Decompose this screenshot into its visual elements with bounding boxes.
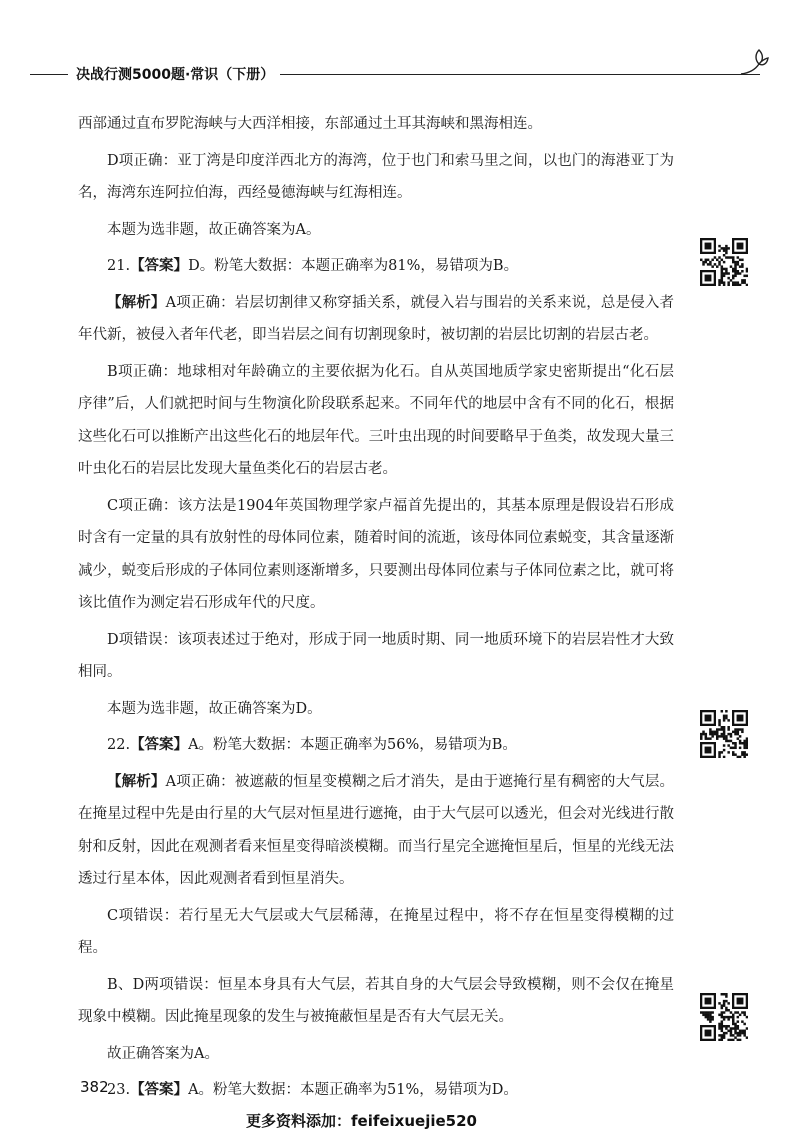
paragraph: 西部通过直布罗陀海峡与大西洋相接，东部通过土耳其海峡和黑海相连。 [78, 116, 542, 132]
paragraph: B、D两项错误：恒星本身具有大气层，若其自身的大气层会导致模糊，则不会仅在掩星现象中模糊。因此掩星现象的发生与被掩蔽恒星是否有大气层无关。 [78, 976, 674, 1025]
answer-line-23: 23.【答案】A。粉笔大数据：本题正确率为51%，易错项为D。 [107, 1082, 518, 1098]
sprout-icon [735, 46, 769, 80]
header-title: 决战行测5000题·常识（下册） [76, 67, 275, 83]
paragraph: 本题为选非题，故正确答案为A。 [107, 221, 321, 238]
paragraph: D项错误：该项表述过于绝对，形成于同一地质时期、同一地质环境下的岩层岩性才大致相同。 [78, 631, 674, 680]
analysis-21: 【解析】A项正确：岩层切割律又称穿插关系，就侵入岩与围岩的关系来说，总是侵入者年代新，被侵入者年代老，即当岩层之间有切割现象时，被切割的岩层比切割的岩层古老。 [78, 294, 675, 343]
qr-code-icon[interactable] [700, 710, 748, 758]
paragraph: C项错误：若行星无大气层或大气层稀薄，在掩星过程中，将不存在恒星变得模糊的过程。 [78, 907, 674, 956]
paragraph: B项正确：地球相对年龄确立的主要依据为化石。自从英国地质学家史密斯提出“化石层序律”后，人们就把时间与生物演化阶段联系起来。不同年代的地层中含有不同的化石，根据这些化石可以推断产出这些化石的地层年代。三叶虫出现的时间要略早于鱼类，故发现大量三叶虫化石的岩层比发现大量鱼类化石的岩层古老。 [78, 363, 674, 477]
header-rule-left [30, 74, 68, 75]
analysis-22: 【解析】A项正确：被遮蔽的恒星变模糊之后才消失，是由于遮掩行星有稠密的大气层。在掩星过程中先是由行星的大气层对恒星进行遮掩，由于大气层可以透光，但会对光线进行散射和反射，因此在观测者看来恒星变得暗淡模糊。而当行星完全遮掩恒星后，恒星的光线无法透过行星本体，因此观测者看到恒星消失。 [78, 773, 675, 887]
paragraph: 本题为选非题，故正确答案为D。 [107, 700, 322, 717]
qr-code-icon[interactable] [700, 993, 748, 1041]
qr-code-icon[interactable] [700, 238, 748, 286]
answer-text [78, 108, 674, 1111]
footer-note: 更多资料添加：feifeixuejie520 [246, 1112, 477, 1130]
paragraph: 故正确答案为A。 [107, 1045, 219, 1062]
page-header [30, 60, 770, 90]
answer-line-21: 21.【答案】D。粉笔大数据：本题正确率为81%，易错项为B。 [107, 258, 519, 274]
answer-line-22: 22.【答案】A。粉笔大数据：本题正确率为56%，易错项为B。 [107, 737, 517, 753]
header-rule-right [280, 74, 760, 75]
paragraph: D项正确：亚丁湾是印度洋西北方的海湾，位于也门和索马里之间，以也门的海港亚丁为名，海湾东连阿拉伯海，西经曼德海峡与红海相连。 [78, 152, 674, 201]
page-number: 382 [80, 1078, 109, 1096]
paragraph: C项正确：该方法是1904年英国物理学家卢福首先提出的，其基本原理是假设岩石形成时含有一定量的具有放射性的母体同位素，随着时间的流逝，该母体同位素蜕变，其含量逐渐减少，蜕变后形成的子体同位素则逐渐增多，只要测出母体同位素与子体同位素之比，就可将该比值作为测定岩石形成年代的尺度。 [78, 497, 674, 611]
